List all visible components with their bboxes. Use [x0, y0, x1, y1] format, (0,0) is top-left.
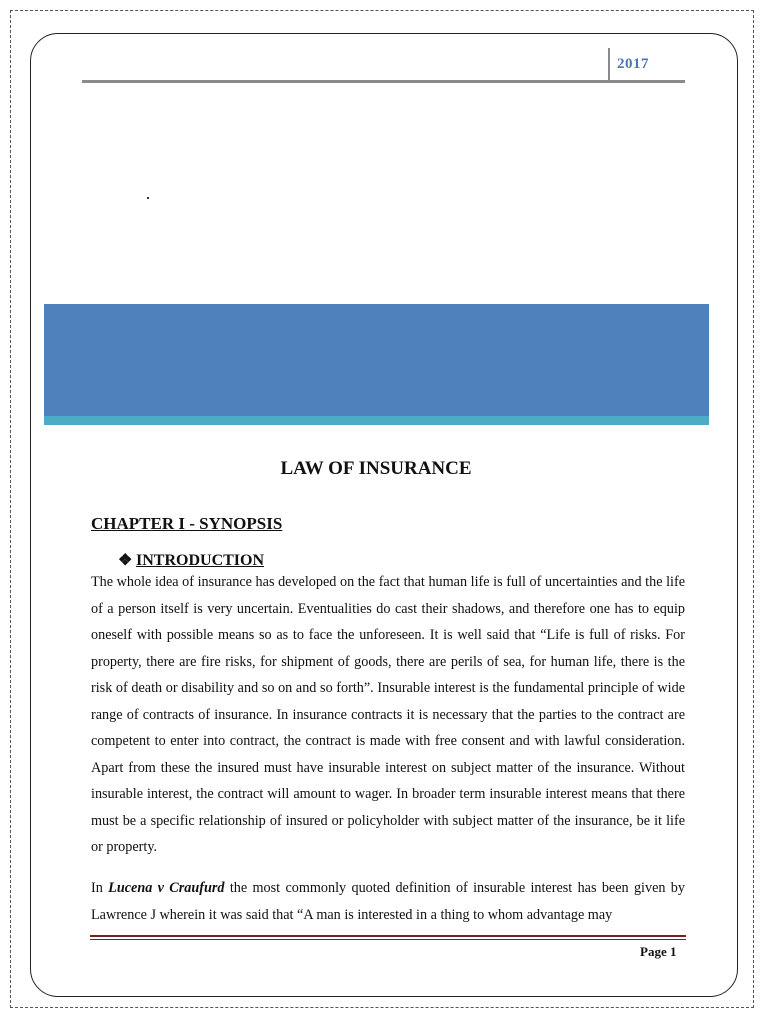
section-heading: [118, 550, 264, 570]
diamond-bullet-icon: ❖: [118, 552, 133, 569]
second-paragraph-prefix: In: [91, 880, 109, 896]
section-heading-label: INTRODUCTION: [136, 552, 265, 569]
header-rule: [82, 80, 685, 83]
chapter-heading: CHAPTER I - SYNOPSIS: [91, 514, 283, 533]
document-title: LAW OF INSURANCE: [280, 458, 472, 479]
header-year: 2017: [617, 56, 649, 72]
cover-banner: [44, 304, 709, 416]
footer-rule-thin: [90, 939, 686, 940]
cover-banner-strip: [44, 416, 709, 425]
page-number: Page 1: [640, 944, 677, 959]
second-paragraph-text: the most commonly quoted definition of insurable interest has been given by Lawrence J wherein it was said that “A man is interested in a thing to whom advantage may: [91, 880, 685, 923]
case-name: Lucena v Craufurd: [108, 880, 225, 896]
header-year-divider: [608, 48, 610, 81]
stray-dot: [147, 197, 149, 199]
footer-rule-thick: [90, 935, 686, 937]
intro-paragraph: The whole idea of insurance has developed on the fact that human life is full of uncertainties and the life of a person itself is very uncertain. Eventualities do cast their shadows, and therefore one has to equip oneself with possible means so as to face the unforeseen. It is well said that “Life is full of risks. For property, there are fire risks, for shipment of goods, there are perils of sea, for human life, there is the risk of death or disability and so on and so forth”. Insurable interest is the fundamental principle of wide range of contracts of insurance. In insurance contracts it is necessary that the parties to the contract are competent to enter into contract, the contract is made with free consent and with lawful consideration. Apart from these the insured must have insurable interest on subject matter of the insurance. Without insurable interest, the contract will amount to wager. In broader term insurable interest means that there must be a specific relationship of insured or policyholder with subject matter of the insurance, be it life or property.: [91, 574, 685, 855]
second-paragraph: [91, 875, 685, 928]
